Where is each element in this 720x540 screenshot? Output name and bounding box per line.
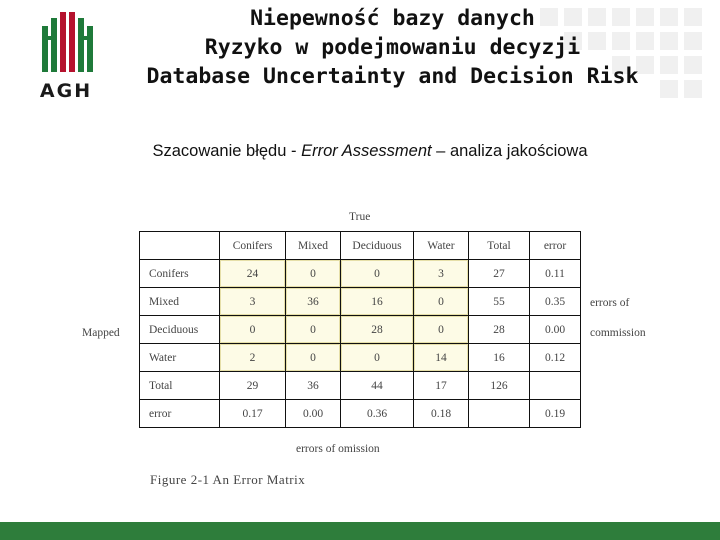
title-line-2: Ryzyko w podejmowaniu decyzji <box>204 35 581 60</box>
table-cell: 0 <box>414 288 469 316</box>
table-cell: 0.00 <box>530 316 581 344</box>
column-header: error <box>530 232 581 260</box>
footer-bar <box>0 522 720 540</box>
figure-caption: Figure 2-1 An Error Matrix <box>150 472 306 487</box>
table-cell: 0.36 <box>341 400 414 428</box>
table-cell: 0.00 <box>286 400 341 428</box>
table-cell: 0.11 <box>530 260 581 288</box>
error-matrix-table <box>139 231 581 428</box>
table-cell: 3 <box>414 260 469 288</box>
agh-logo <box>36 10 96 102</box>
table-cell: 0 <box>414 316 469 344</box>
table-cell: 0.12 <box>530 344 581 372</box>
subtitle-suffix: – analiza jakościowa <box>431 142 588 160</box>
table-row <box>140 316 581 344</box>
row-header: error <box>140 400 220 428</box>
page-title <box>105 4 680 91</box>
table-cell: 16 <box>469 344 530 372</box>
table-cell: 2 <box>220 344 286 372</box>
table-cell: 55 <box>469 288 530 316</box>
table-cell: 36 <box>286 288 341 316</box>
row-header: Conifers <box>140 260 220 288</box>
row-header: Total <box>140 372 220 400</box>
table-cell: 16 <box>341 288 414 316</box>
commission-label-line2: commission <box>590 327 646 339</box>
table-cell: 0 <box>220 316 286 344</box>
table-cell: 0.18 <box>414 400 469 428</box>
table-cell: 24 <box>220 260 286 288</box>
table-cell: 0 <box>286 316 341 344</box>
table-header-row <box>140 232 581 260</box>
true-axis-label: True <box>349 211 371 223</box>
column-header <box>140 232 220 260</box>
mapped-axis-label: Mapped <box>82 327 120 339</box>
subtitle-prefix: Szacowanie błędu - <box>152 142 302 160</box>
table-cell: 14 <box>414 344 469 372</box>
table-cell: 0.19 <box>530 400 581 428</box>
column-header: Total <box>469 232 530 260</box>
table-cell: 28 <box>469 316 530 344</box>
table-cell: 0.17 <box>220 400 286 428</box>
column-header: Conifers <box>220 232 286 260</box>
table-cell: 44 <box>341 372 414 400</box>
column-header: Mixed <box>286 232 341 260</box>
table-cell <box>469 400 530 428</box>
column-header: Water <box>414 232 469 260</box>
column-header: Deciduous <box>341 232 414 260</box>
table-row <box>140 288 581 316</box>
table-row <box>140 260 581 288</box>
logo-text: AGH <box>39 80 93 102</box>
row-header: Deciduous <box>140 316 220 344</box>
table-cell: 0 <box>286 344 341 372</box>
title-line-3: Database Uncertainty and Decision Risk <box>146 64 639 89</box>
table-cell: 0.35 <box>530 288 581 316</box>
commission-label-line1: errors of <box>590 297 630 309</box>
table-cell: 27 <box>469 260 530 288</box>
table-cell: 29 <box>220 372 286 400</box>
row-header: Water <box>140 344 220 372</box>
table-cell: 3 <box>220 288 286 316</box>
agh-emblem-icon <box>36 10 96 78</box>
table-cell: 126 <box>469 372 530 400</box>
table-cell: 0 <box>341 260 414 288</box>
omission-label: errors of omission <box>296 443 380 455</box>
section-subtitle <box>0 142 720 161</box>
subtitle-italic: Error Assessment <box>301 142 432 160</box>
table-row <box>140 344 581 372</box>
table-cell: 0 <box>286 260 341 288</box>
table-cell: 36 <box>286 372 341 400</box>
table-row <box>140 372 581 400</box>
row-header: Mixed <box>140 288 220 316</box>
table-cell: 0 <box>341 344 414 372</box>
table-cell: 17 <box>414 372 469 400</box>
table-cell <box>530 372 581 400</box>
title-line-1: Niepewność bazy danych <box>250 6 535 31</box>
table-cell: 28 <box>341 316 414 344</box>
table-row <box>140 400 581 428</box>
